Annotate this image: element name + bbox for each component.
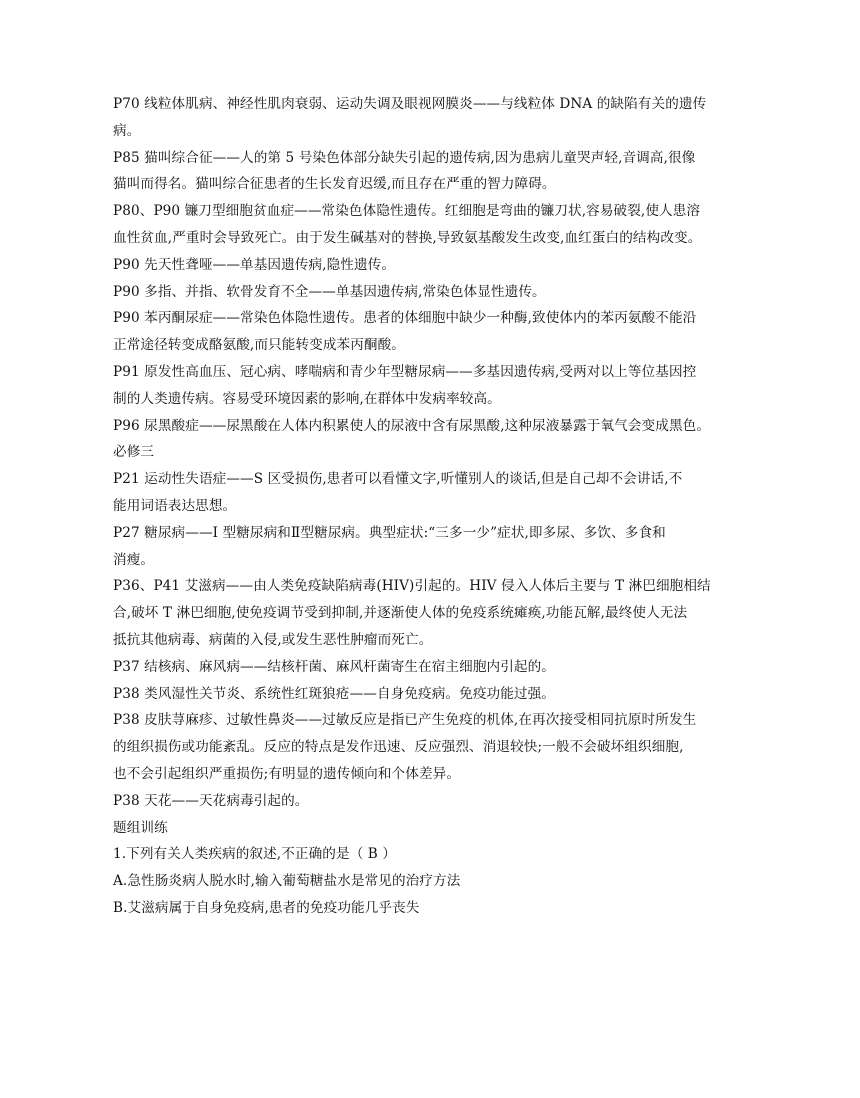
text-line: 能用词语表达思想。 <box>113 497 237 514</box>
text-line: P96 尿黑酸症——尿黑酸在人体内积累使人的尿液中含有尿黑酸,这种尿液暴露于氧气会变成黑色。 <box>113 417 711 434</box>
text-line: 消瘦。 <box>113 551 155 568</box>
text-line: P80、P90 镰刀型细胞贫血症——常染色体隐性遗传。红细胞是弯曲的镰刀状,容易破裂,使人患溶 <box>113 203 701 220</box>
section-heading: 题组训练 <box>113 819 168 836</box>
text-line: 也不会引起组织严重损伤;有明显的遗传倾向和个体差异。 <box>113 765 461 782</box>
section-heading: 必修三 <box>113 444 155 461</box>
text-line: P38 类风湿性关节炎、系统性红斑狼疮——自身免疫病。免疫功能过强。 <box>113 685 555 702</box>
text-line: P70 线粒体肌病、神经性肌肉衰弱、运动失调及眼视网膜炎——与线粒体 DNA 的缺陷有关的遗传 <box>113 96 707 112</box>
text-line: P85 猫叫综合征——人的第 5 号染色体部分缺失引起的遗传病,因为患病儿童哭声轻,音调高,很像 <box>113 149 696 166</box>
answer-option-a: A.急性肠炎病人脱水时,输入葡萄糖盐水是常见的治疗方法 <box>113 873 461 890</box>
text-line: P36、P41 艾滋病——由人类免疫缺陷病毒(HIV)引起的。HIV 侵入人体后主要与 T 淋巴细胞相结 <box>113 578 711 595</box>
text-line: 制的人类遗传病。容易受环境因素的影响,在群体中发病率较高。 <box>113 390 501 407</box>
text-line: P37 结核病、麻风病——结核杆菌、麻风杆菌寄生在宿主细胞内引起的。 <box>113 658 555 675</box>
answer-option-b: B.艾滋病属于自身免疫病,患者的免疫功能几乎丧失 <box>113 899 420 916</box>
text-line: P90 先天性聋哑——单基因遗传病,隐性遗传。 <box>113 256 396 273</box>
text-line: 猫叫而得名。猫叫综合征患者的生长发育迟缓,而且存在严重的智力障碍。 <box>113 176 556 193</box>
text-line: P27 糖尿病——I 型糖尿病和Ⅱ型糖尿病。典型症状:“三多一少”症状,即多尿、多饮、多食和 <box>113 524 666 541</box>
text-line: 血性贫血,严重时会导致死亡。由于发生碱基对的替换,导致氨基酸发生改变,血红蛋白的结构改变。 <box>113 229 702 246</box>
text-line: 正常途径转变成酪氨酸,而只能转变成苯丙酮酸。 <box>113 337 405 354</box>
text-line: 的组织损伤或功能紊乱。反应的特点是发作迅速、反应强烈、消退较快;一般不会破坏组织细胞, <box>113 739 684 756</box>
text-line: P38 天花——天花病毒引起的。 <box>113 792 309 809</box>
text-line: 病。 <box>113 122 141 139</box>
text-line: P91 原发性高血压、冠心病、哮喘病和青少年型糖尿病——多基因遗传病,受两对以上等位基因控 <box>113 363 697 380</box>
question-stem: 1.下列有关人类疾病的叙述,不正确的是（ B ） <box>113 846 397 863</box>
document-page <box>113 91 763 922</box>
text-line: P90 多指、并指、软骨发育不全——单基因遗传病,常染色体显性遗传。 <box>113 283 546 300</box>
text-line: 抵抗其他病毒、病菌的入侵,或发生恶性肿瘤而死亡。 <box>113 631 433 648</box>
text-line: P90 苯丙酮尿症——常染色体隐性遗传。患者的体细胞中缺少一种酶,致使体内的苯丙氨酸不能沿 <box>113 310 697 327</box>
text-line: P21 运动性失语症——S 区受损伤,患者可以看懂文字,听懂别人的谈话,但是自己却不会讲话,不 <box>113 471 683 488</box>
text-line: P38 皮肤荨麻疹、过敏性鼻炎——过敏反应是指已产生免疫的机体,在再次接受相同抗原时所发生 <box>113 712 697 729</box>
text-line: 合,破坏 T 淋巴细胞,使免疫调节受到抑制,并逐渐使人体的免疫系统瘫痪,功能瓦解,最终使人无法 <box>113 605 688 622</box>
